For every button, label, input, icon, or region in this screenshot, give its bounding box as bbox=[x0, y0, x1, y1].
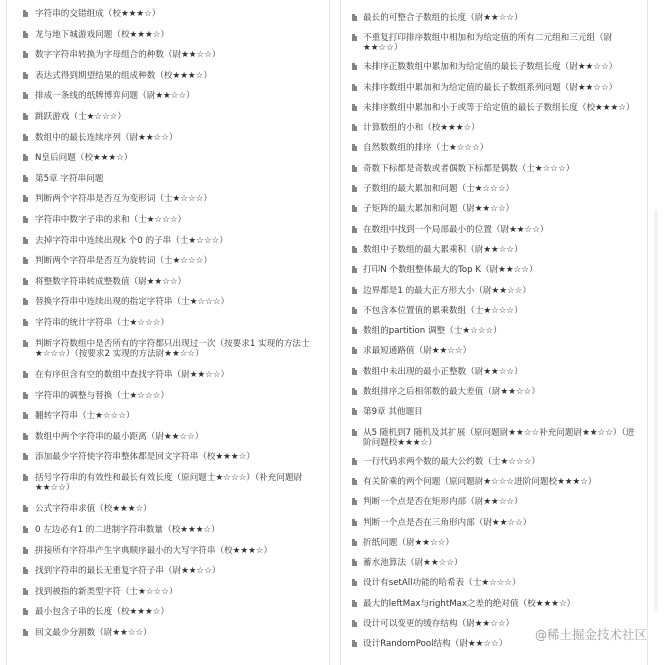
list-item-label: 从5 随机到7 随机及其扩展（原问题尉★★☆☆补充问题尉★★☆☆）（进阶问题校★★★☆） bbox=[363, 427, 635, 448]
list-item[interactable] bbox=[341, 406, 647, 426]
list-item[interactable] bbox=[341, 203, 647, 223]
document-icon bbox=[23, 453, 28, 460]
list-item-label: 排成一条线的纸牌博弈问题（尉★★☆☆） bbox=[35, 91, 195, 102]
list-item[interactable] bbox=[341, 496, 647, 516]
document-icon bbox=[352, 104, 357, 111]
list-item-label: 子矩阵的最大累加和问题（尉★★☆☆） bbox=[363, 204, 515, 215]
document-icon bbox=[23, 237, 28, 244]
document-icon bbox=[352, 266, 357, 273]
document-icon bbox=[23, 278, 28, 285]
list-item-label: 表达式得到期望结果的组成种数（校★★★☆） bbox=[35, 70, 212, 81]
list-item-label: 回文最少分割数（尉★★☆☆） bbox=[35, 628, 152, 639]
document-icon bbox=[23, 113, 28, 120]
list-item[interactable] bbox=[7, 545, 329, 566]
document-icon bbox=[352, 640, 357, 647]
list-item-label: 数组中的最长连续序列（尉★★☆☆） bbox=[35, 132, 178, 143]
list-item[interactable] bbox=[7, 606, 329, 627]
document-icon bbox=[23, 608, 28, 615]
document-icon bbox=[352, 185, 357, 192]
right-item-list bbox=[341, 0, 647, 659]
list-item[interactable] bbox=[341, 183, 647, 203]
list-item-label: 翻转字符串（士★☆☆☆） bbox=[35, 411, 135, 422]
list-item[interactable] bbox=[341, 163, 647, 183]
list-item[interactable] bbox=[341, 82, 647, 102]
document-icon bbox=[352, 539, 357, 546]
list-item-label: 一行代码求两个数的最大公约数（士★☆☆☆） bbox=[363, 456, 540, 467]
list-item-label: N皇后问题（校★★★☆） bbox=[35, 153, 133, 164]
document-icon bbox=[352, 388, 357, 395]
document-icon bbox=[352, 498, 357, 505]
list-item-label: 龙与地下城游戏问题（校★★★☆） bbox=[35, 29, 169, 40]
document-icon bbox=[23, 474, 28, 481]
document-icon bbox=[23, 412, 28, 419]
list-item-label: 0 左边必有1 的二进制字符串数量（校★★★☆） bbox=[35, 525, 220, 536]
document-icon bbox=[23, 72, 28, 79]
list-item[interactable] bbox=[7, 503, 329, 524]
list-item-label: 数字字符串转换为字母组合的种数（尉★★☆☆） bbox=[35, 50, 221, 61]
list-item[interactable] bbox=[341, 122, 647, 142]
list-item[interactable] bbox=[7, 565, 329, 586]
list-item[interactable] bbox=[7, 472, 329, 504]
document-icon bbox=[352, 246, 357, 253]
document-icon bbox=[23, 10, 28, 17]
document-icon bbox=[352, 287, 357, 294]
list-item-label: 去掉字符串中连续出现k 个0 的子串（士★☆☆☆） bbox=[35, 235, 228, 246]
list-item[interactable] bbox=[7, 70, 329, 91]
list-item[interactable] bbox=[7, 317, 329, 338]
list-item[interactable] bbox=[7, 173, 329, 194]
list-item[interactable] bbox=[7, 214, 329, 235]
document-icon bbox=[23, 629, 28, 636]
document-icon bbox=[352, 559, 357, 566]
document-icon bbox=[352, 519, 357, 526]
list-item-label: 最长的可整合子数组的长度（尉★★☆☆） bbox=[363, 13, 523, 23]
list-item-label: 数组中子数组的最大累乘积（尉★★☆☆） bbox=[363, 244, 523, 255]
list-item[interactable] bbox=[7, 255, 329, 276]
list-item[interactable] bbox=[7, 8, 329, 29]
document-icon bbox=[23, 154, 28, 161]
list-item-label: 第5章 字符串问题 bbox=[35, 173, 104, 184]
document-icon bbox=[23, 588, 28, 595]
list-item[interactable] bbox=[341, 537, 647, 557]
document-icon bbox=[23, 175, 28, 182]
list-item[interactable] bbox=[341, 285, 647, 305]
list-item-label: 不重复打印排序数组中相加和为给定值的所有二元组和三元组（尉★★☆☆） bbox=[363, 33, 613, 54]
list-item-label: 计算数组的小和（校★★★☆） bbox=[363, 123, 480, 134]
document-icon bbox=[352, 408, 357, 415]
document-icon bbox=[352, 579, 357, 586]
list-item[interactable] bbox=[7, 431, 329, 452]
document-icon bbox=[23, 526, 28, 533]
left-item-list bbox=[7, 0, 329, 648]
list-item[interactable] bbox=[7, 49, 329, 70]
list-item[interactable] bbox=[341, 305, 647, 325]
list-item[interactable] bbox=[341, 102, 647, 122]
list-item-label: 字符串的统计字符串（士★☆☆☆） bbox=[35, 317, 169, 328]
document-icon bbox=[352, 347, 357, 354]
list-item[interactable] bbox=[7, 132, 329, 153]
list-item-label: 蓄水池算法（尉★★☆☆） bbox=[363, 558, 463, 569]
list-item-label: 数组的partition 调整（士★☆☆☆） bbox=[363, 326, 502, 337]
list-item[interactable] bbox=[7, 90, 329, 111]
list-item-label: 跳跃游戏（士★☆☆☆） bbox=[35, 111, 126, 122]
watermark bbox=[533, 625, 647, 643]
list-item-label: 公式字符串求值（校★★★☆） bbox=[35, 504, 152, 515]
document-icon bbox=[352, 600, 357, 607]
document-icon bbox=[23, 505, 28, 512]
list-item-label: 判断一个点是否在矩形内部（尉★★☆☆） bbox=[363, 497, 523, 508]
list-item-label: 设计RandomPool结构（尉★★☆☆） bbox=[363, 639, 508, 650]
document-icon bbox=[352, 124, 357, 131]
list-item[interactable] bbox=[7, 338, 329, 370]
list-item-label: 折纸问题（尉★★☆☆） bbox=[363, 537, 454, 548]
list-item-label: 第9章 其他题目 bbox=[363, 407, 423, 418]
list-item[interactable] bbox=[7, 451, 329, 472]
document-icon bbox=[23, 298, 28, 305]
list-item-label: 不包含本位置值的累乘数组（士★☆☆☆） bbox=[363, 305, 523, 316]
list-item-label: 在数组中找到一个局部最小的位置（尉★★☆☆） bbox=[363, 224, 549, 235]
document-icon bbox=[23, 216, 28, 223]
document-icon bbox=[23, 257, 28, 264]
list-item-label: 替换字符串中连续出现的指定字符串（士★☆☆☆） bbox=[35, 297, 230, 308]
list-item-label: 拼接所有字符串产生字典顺序最小的大写字符串（校★★★☆） bbox=[35, 545, 273, 556]
list-item-label: 判断一个点是否在三角形内部（尉★★☆☆） bbox=[363, 517, 532, 528]
list-item-label: 子数组的最大累加和问题（士★☆☆☆） bbox=[363, 184, 515, 195]
list-item-label: 有关阶乘的两个问题（原问题尉★☆☆☆进阶问题校★★★☆） bbox=[363, 476, 597, 487]
document-icon bbox=[23, 92, 28, 99]
list-item[interactable] bbox=[7, 111, 329, 132]
list-item-label: 判断字符数组中是否所有的字符都只出现过一次（按要求1 实现的方法士★☆☆☆）（按要求2 实现的方法尉★★☆☆） bbox=[35, 338, 310, 359]
document-icon bbox=[352, 327, 357, 334]
list-item[interactable] bbox=[341, 32, 647, 61]
list-item-label: 判断两个字符串是否互为变形词（士★☆☆☆） bbox=[35, 194, 212, 205]
list-item[interactable] bbox=[341, 264, 647, 284]
list-item-label: 字符串的交错组成（校★★★☆） bbox=[35, 9, 161, 19]
list-item[interactable] bbox=[7, 410, 329, 431]
document-icon bbox=[352, 205, 357, 212]
list-item-label: 字符串的调整与替换（士★☆☆☆） bbox=[35, 390, 169, 401]
document-icon bbox=[23, 195, 28, 202]
right-column bbox=[340, 0, 648, 665]
document-icon bbox=[352, 368, 357, 375]
list-item-label: 字符串中数字子串的求和（士★☆☆☆） bbox=[35, 214, 187, 225]
list-item[interactable] bbox=[7, 524, 329, 545]
list-item[interactable] bbox=[341, 12, 647, 32]
list-item[interactable] bbox=[7, 627, 329, 648]
document-icon bbox=[23, 547, 28, 554]
document-icon bbox=[23, 51, 28, 58]
document-icon bbox=[23, 392, 28, 399]
list-item[interactable] bbox=[341, 366, 647, 386]
document-icon bbox=[352, 34, 357, 41]
list-item[interactable] bbox=[7, 276, 329, 297]
document-icon bbox=[23, 340, 28, 347]
document-icon bbox=[23, 371, 28, 378]
document-icon bbox=[352, 63, 357, 70]
list-item[interactable] bbox=[341, 557, 647, 577]
document-icon bbox=[352, 165, 357, 172]
list-item-label: 未排序数组中累加和为给定值的最长子数组系列问题（尉★★☆☆） bbox=[363, 82, 618, 93]
left-column bbox=[6, 0, 330, 665]
document-icon bbox=[352, 458, 357, 465]
list-item-label: 最大的leftMax与rightMax之差的绝对值（校★★★☆） bbox=[363, 598, 576, 609]
list-item-label: 找到字符串的最长无重复字符子串（尉★★☆☆） bbox=[35, 566, 221, 577]
document-icon bbox=[23, 567, 28, 574]
list-item[interactable] bbox=[341, 325, 647, 345]
list-item-label: 奇数下标都是奇数或者偶数下标都是偶数（士★☆☆☆） bbox=[363, 163, 575, 174]
list-item[interactable] bbox=[7, 390, 329, 411]
document-icon bbox=[352, 84, 357, 91]
list-item-label: 未排序正数数组中累加和为给定值的最长子数组长度（尉★★☆☆） bbox=[363, 62, 618, 73]
list-item[interactable] bbox=[341, 456, 647, 476]
list-item[interactable] bbox=[7, 193, 329, 214]
list-item[interactable] bbox=[7, 29, 329, 50]
list-item-label: 边界都是1 的最大正方形大小（尉★★☆☆） bbox=[363, 285, 531, 296]
list-item[interactable] bbox=[341, 224, 647, 244]
list-item[interactable] bbox=[7, 152, 329, 173]
list-item-label: 设计可以变更的缓存结构（尉★★☆☆） bbox=[363, 619, 515, 630]
list-item-label: 打印N 个数组整体最大的Top K（尉★★☆☆） bbox=[363, 265, 538, 276]
list-item[interactable] bbox=[7, 586, 329, 607]
list-item[interactable] bbox=[341, 598, 647, 618]
list-item-label: 找到被指的新类型字符（士★☆☆☆） bbox=[35, 586, 178, 597]
list-item[interactable] bbox=[341, 476, 647, 496]
list-item-label: 最小包含子串的长度（校★★★☆） bbox=[35, 607, 169, 618]
list-item[interactable] bbox=[341, 142, 647, 162]
list-item[interactable] bbox=[7, 296, 329, 317]
list-item[interactable] bbox=[341, 244, 647, 264]
document-icon bbox=[352, 620, 357, 627]
list-item-label: 判断两个字符串是否互为旋转词（士★☆☆☆） bbox=[35, 256, 212, 267]
document-icon bbox=[352, 226, 357, 233]
list-item[interactable] bbox=[341, 427, 647, 456]
document-icon bbox=[352, 144, 357, 151]
list-item[interactable] bbox=[341, 517, 647, 537]
list-item-label: 数组中未出现的最小正整数（尉★★☆☆） bbox=[363, 366, 523, 377]
document-icon bbox=[23, 319, 28, 326]
list-item[interactable] bbox=[341, 386, 647, 406]
watermark-at-symbol: @ bbox=[534, 628, 547, 642]
list-item[interactable] bbox=[7, 369, 329, 390]
watermark-text: 稀土掘金技术社区 bbox=[546, 627, 647, 642]
scrollbar-track[interactable] bbox=[654, 210, 658, 610]
list-item-label: 数组中两个字符串的最小距离（尉★★☆☆） bbox=[35, 431, 204, 442]
document-icon bbox=[23, 31, 28, 38]
list-item-label: 将整数字符串转成整数值（尉★★☆☆） bbox=[35, 276, 187, 287]
list-item[interactable] bbox=[341, 345, 647, 365]
list-item-label: 括号字符串的有效性和最长有效长度（原问题士★☆☆☆）（补充问题尉★★☆☆） bbox=[35, 472, 303, 493]
list-item[interactable] bbox=[7, 235, 329, 256]
list-item-label: 数组排序之后相邻数的最大差值（尉★★☆☆） bbox=[363, 387, 540, 398]
list-item-label: 添加最少字符使字符串整体都是回文字符串（校★★★☆） bbox=[35, 452, 255, 463]
document-icon bbox=[352, 429, 357, 436]
list-item[interactable] bbox=[341, 577, 647, 597]
list-item-label: 在有序但含有空的数组中查找字符串（尉★★☆☆） bbox=[35, 370, 230, 380]
list-item-label: 求最短通路值（尉★★☆☆） bbox=[363, 346, 472, 357]
document-icon bbox=[352, 307, 357, 314]
document-icon bbox=[352, 478, 357, 485]
list-item[interactable] bbox=[341, 61, 647, 81]
list-item-label: 未排序数组中累加和小于或等于给定值的最长子数组长度（校★★★☆） bbox=[363, 102, 635, 113]
list-item-label: 自然数数组的排序（士★☆☆☆） bbox=[363, 143, 489, 154]
document-icon bbox=[23, 433, 28, 440]
document-icon bbox=[23, 134, 28, 141]
list-item-label: 设计有setAll功能的哈希表（士★☆☆☆） bbox=[363, 578, 521, 589]
document-icon bbox=[352, 14, 357, 21]
